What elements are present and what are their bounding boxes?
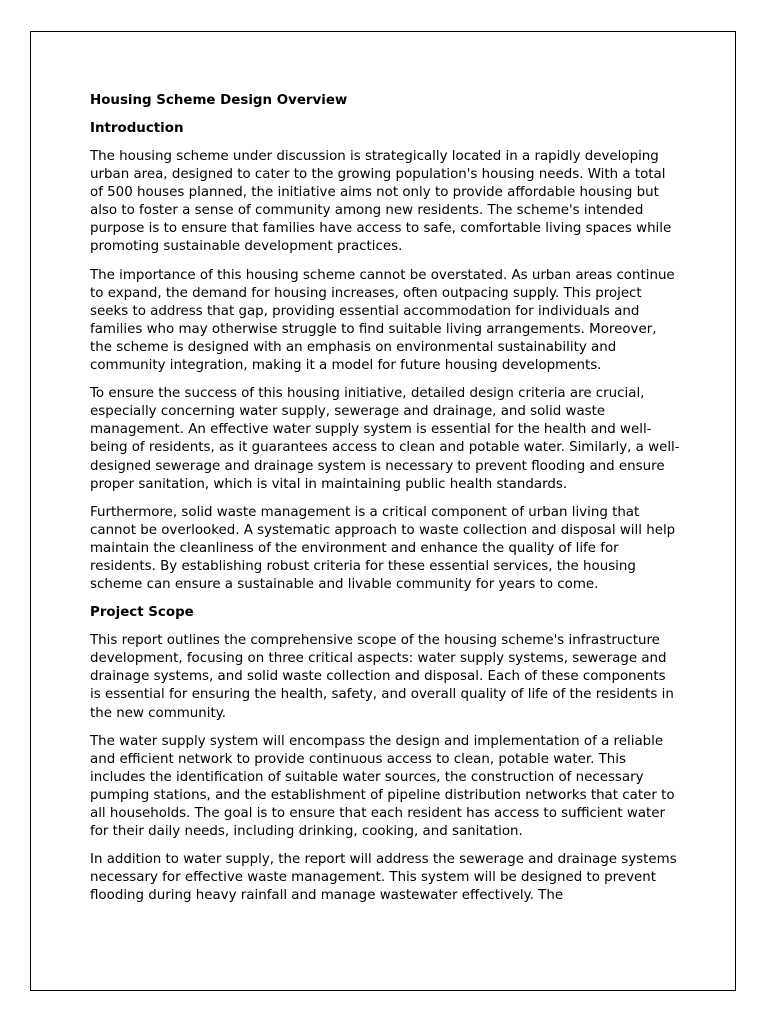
project-scope-paragraph: The water supply system will encompass the design and implementation of a reliable and efficient network to provide continuous access to clean, potable water. This includes the identification of suitable water sources, the construction of necessary pumping stations, and the establishment of pipeline distribution networks that cater to all households. The goal is to ensure that each resident has access to sufficient water for their daily needs, including drinking, cooking, and sanitation. [90,733,675,840]
document-body [90,92,680,915]
section-heading-project-scope: Project Scope [90,605,194,621]
introduction-paragraph: The importance of this housing scheme cannot be overstated. As urban areas continue to expand, the demand for housing increases, often outpacing supply. This project seeks to address that gap, providing essential accommodation for individuals and families who may otherwise struggle to find suitable living arrangements. Moreover, the scheme is designed with an emphasis on environmental sustainability and community integration, making it a model for future housing developments. [90,267,675,374]
document-page [30,31,736,991]
project-scope-paragraph: This report outlines the comprehensive scope of the housing scheme's infrastructure development, focusing on three critical aspects: water supply systems, sewerage and drainage systems, and solid waste collection and disposal. Each of these components is essential for ensuring the health, safety, and overall quality of life of the residents in the new community. [90,633,674,721]
introduction-paragraph: The housing scheme under discussion is strategically located in a rapidly developing urban area, designed to cater to the growing population's housing needs. With a total of 500 houses planned, the initiative aims not only to provide affordable housing but also to foster a sense of community among new residents. The scheme's intended purpose is to ensure that families have access to safe, comfortable living spaces while promoting sustainable development practices. [90,149,672,255]
introduction-paragraph: Furthermore, solid waste management is a critical component of urban living that cannot be overlooked. A systematic approach to waste collection and disposal will help maintain the cleanliness of the environment and enhance the quality of life for residents. By establishing robust criteria for these essential services, the housing scheme can ensure a sustainable and livable community for years to come. [90,504,676,593]
section-heading-introduction: Introduction [90,121,184,136]
document-title: Housing Scheme Design Overview [90,93,348,108]
project-scope-paragraph: In addition to water supply, the report will address the sewerage and drainage systems necessary for effective waste management. This system will be designed to prevent flooding during heavy rainfall and manage wastewater effectively. The [90,852,677,904]
introduction-paragraph: To ensure the success of this housing initiative, detailed design criteria are crucial, especially concerning water supply, sewerage and drainage, and solid waste management. An effective water supply system is essential for the health and well-being of residents, as it guarantees access to clean and potable water. Similarly, a well-designed sewerage and drainage system is necessary to prevent flooding and ensure proper sanitation, which is vital in maintaining public health standards. [90,386,680,492]
